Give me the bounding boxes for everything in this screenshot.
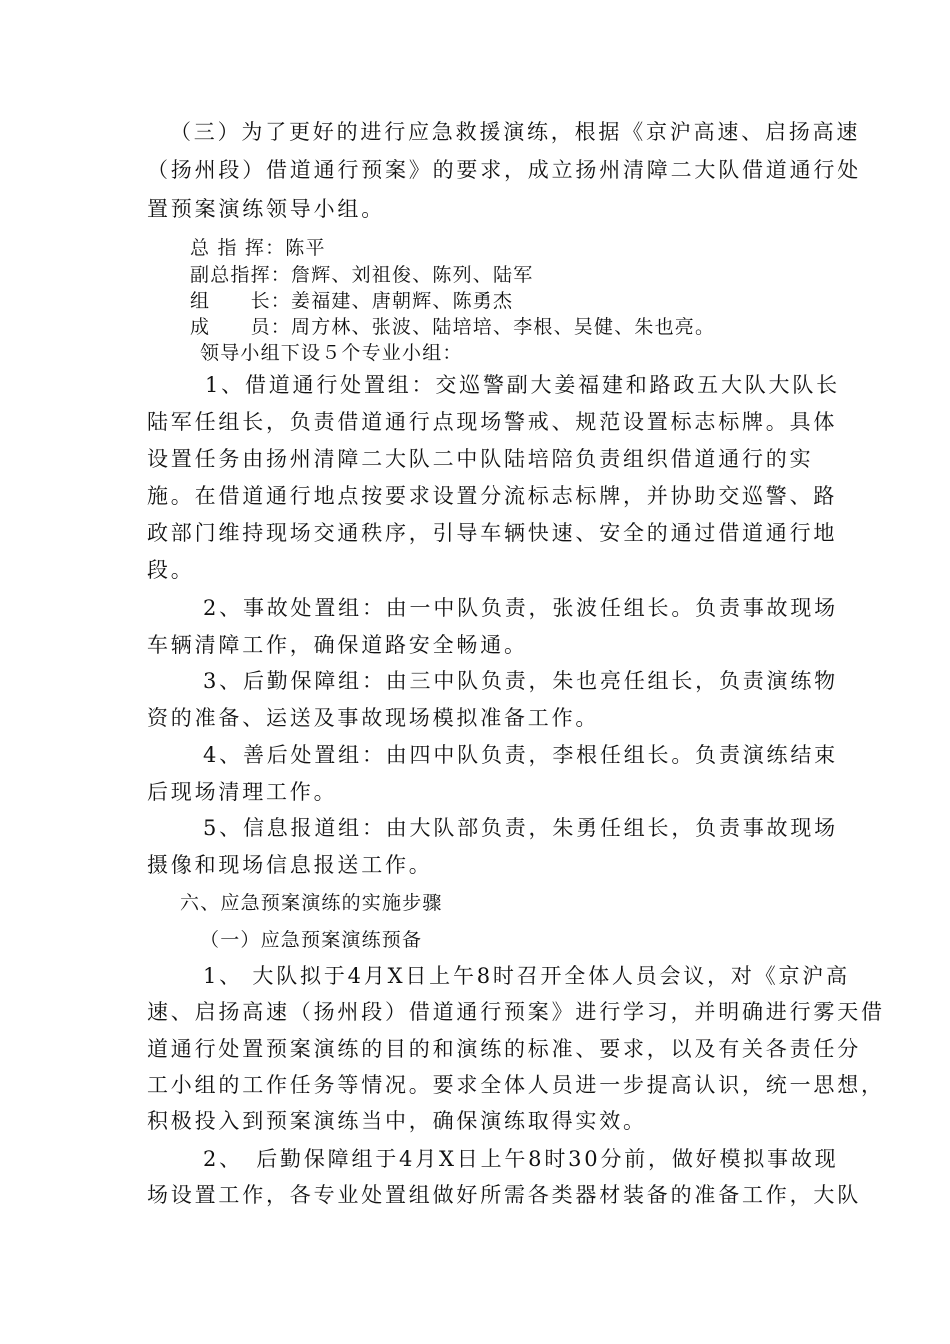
paragraph-line: 场设置工作，各专业处置组做好所需各类器材装备的准备工作，大队 <box>147 1183 861 1207</box>
paragraph-line: 工小组的工作任务等情况。要求全体人员进一步提高认识，统一思想， <box>147 1073 885 1097</box>
paragraph-line: 施。在借道通行地点按要求设置分流标志标牌，并协助交巡警、路 <box>147 484 838 508</box>
paragraph-line: 积极投入到预案演练当中，确保演练取得实效。 <box>147 1109 647 1133</box>
paragraph-line: 道通行处置预案演练的目的和演练的标准、要求，以及有关各责任分 <box>147 1037 861 1061</box>
roster-members: 成 员：周方林、张波、陆培培、李根、吴健、朱也亮。 <box>190 316 716 338</box>
paragraph-line: （三）为了更好的进行应急救援演练，根据《京沪高速、启扬高速 <box>170 120 861 144</box>
subsection-heading: （一）应急预案演练预备 <box>200 929 423 951</box>
paragraph-line: 陆军任组长，负责借道通行点现场警戒、规范设置标志标牌。具体 <box>147 410 838 434</box>
paragraph-line: 1、 大队拟于4月X日上午8时召开全体人员会议，对《京沪高 <box>203 964 850 988</box>
paragraph-line: 车辆清障工作，确保道路安全畅通。 <box>147 633 528 657</box>
paragraph-line: 资的准备、运送及事故现场模拟准备工作。 <box>147 706 600 730</box>
paragraph-line: 2、事故处置组：由一中队负责，张波任组长。负责事故现场 <box>203 596 838 620</box>
roster-deputy-commander: 副总指挥：詹辉、刘祖俊、陈列、陆军 <box>190 264 534 286</box>
roster-leader: 组 长：姜福建、唐朝辉、陈勇杰 <box>190 290 514 312</box>
paragraph-line: 1、借道通行处置组：交巡警副大姜福建和路政五大队大队长 <box>205 373 840 397</box>
paragraph-line: 政部门维持现场交通秩序，引导车辆快速、安全的通过借道通行地 <box>147 521 838 545</box>
paragraph-line: 段。 <box>147 558 195 582</box>
roster-commander: 总 指 挥：陈平 <box>190 237 326 259</box>
paragraph-line: 设置任务由扬州清障二大队二中队陆培陪负责组织借道通行的实 <box>147 447 814 471</box>
subgroup-intro: 领导小组下设５个专业小组： <box>200 342 463 364</box>
section-heading: 六、应急预案演练的实施步骤 <box>180 892 443 914</box>
paragraph-line: 3、后勤保障组：由三中队负责，朱也亮任组长，负责演练物 <box>203 669 838 693</box>
paragraph-line: 置预案演练领导小组。 <box>147 197 385 221</box>
paragraph-line: 5、信息报道组：由大队部负责，朱勇任组长，负责事故现场 <box>203 816 838 840</box>
paragraph-line: （扬州段）借道通行预案》的要求，成立扬州清障二大队借道通行处 <box>147 158 861 182</box>
paragraph-line: 4、善后处置组：由四中队负责，李根任组长。负责演练结束 <box>203 743 838 767</box>
paragraph-line: 后现场清理工作。 <box>147 780 338 804</box>
paragraph-line: 速、启扬高速（扬州段）借道通行预案》进行学习，并明确进行雾天借 <box>147 1000 885 1024</box>
paragraph-line: 摄像和现场信息报送工作。 <box>147 853 433 877</box>
paragraph-line: 2、 后勤保障组于4月X日上午8时30分前，做好模拟事故现 <box>203 1147 839 1171</box>
